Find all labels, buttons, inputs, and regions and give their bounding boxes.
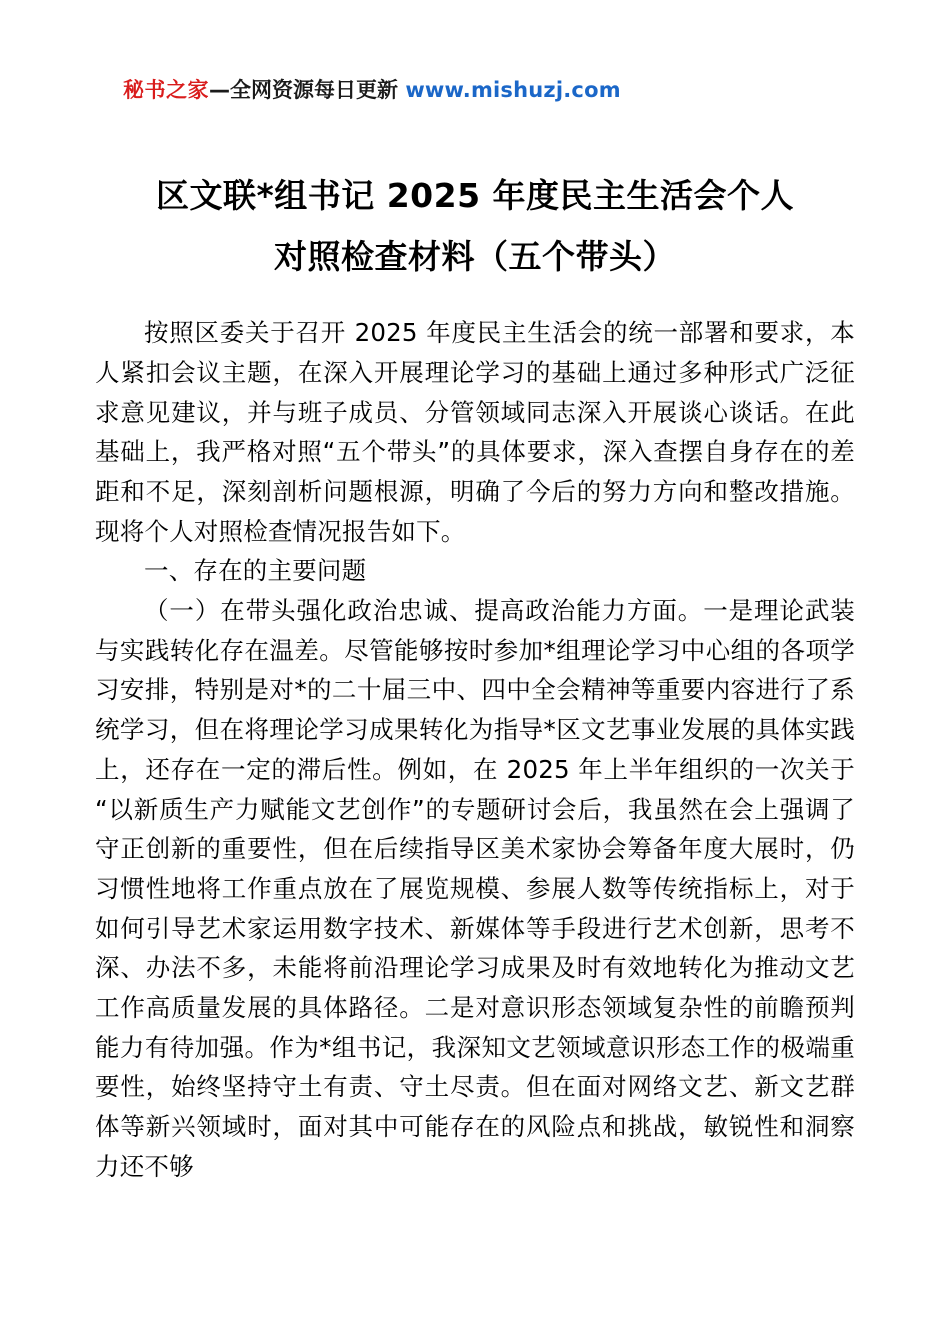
paragraph: 按照区委关于召开 2025 年度民主生活会的统一部署和要求，本人紧扣会议主题，在深入开展理论学习的基础上通过多种形式广泛征求意见建议，并与班子成员、分管领域同志深入开展谈心谈话。在此基础上，我严格对照“五个带头”的具体要求，深入查摆自身存在的差距和不足，深刻剖析问题根源，明确了今后的努力方向和整改措施。现将个人对照检查情况报告如下。 [95,318,855,546]
watermark-url[interactable]: www.mishuzj.com [405,78,621,102]
paragraph: 一、存在的主要问题 [144,556,367,586]
watermark-tagline: —全网资源每日更新 [209,78,406,102]
watermark-brand: 秘书之家 [123,78,209,102]
title-line-2: 对照检查材料（五个带头） [274,237,676,277]
document-body [95,313,855,1186]
site-watermark [95,0,855,103]
title-line-1: 区文联*组书记 2025 年度民主生活会个人 [155,176,795,216]
page-title [95,165,855,287]
paragraph: （一）在带头强化政治忠诚、提高政治能力方面。一是理论武装与实践转化存在温差。尽管能够按时参加*组理论学习中心组的各项学习安排，特别是对*的二十届三中、四中全会精神等重要内容进行了系统学习，但在将理论学习成果转化为指导*区文艺事业发展的具体实践上，还存在一定的滞后性。例如，在 2025 年上半年组织的一次关于“以新质生产力赋能文艺创作”的专题研讨会后，我虽然在会上强调了守正创新的重要性，但在后续指导区美术家协会筹备年度大展时，仍习惯性地将工作重点放在了展览规模、参展人数等传统指标上，对于如何引导艺术家运用数字技术、新媒体等手段进行艺术创新，思考不深、办法不多，未能将前沿理论学习成果及时有效地转化为推动文艺工作高质量发展的具体路径。二是对意识形态领域复杂性的前瞻预判能力有待加强。作为*组书记，我深知文艺领域意识形态工作的极端重要性，始终坚持守土有责、守土尽责。但在面对网络文艺、新文艺群体等新兴领域时，面对其中可能存在的风险点和挑战，敏锐性和洞察力还不够 [95,596,855,1181]
